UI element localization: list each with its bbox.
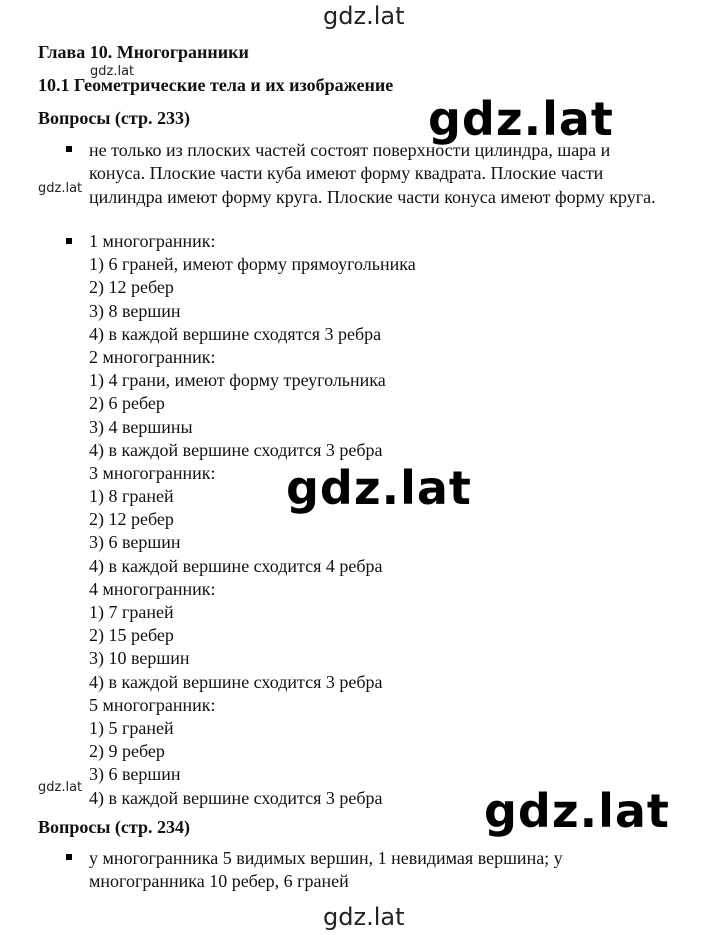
list-item: 1) 4 грани, имеют форму треугольника (89, 370, 386, 391)
section-heading-233: Вопросы (стр. 233) (38, 108, 190, 128)
watermark-bottom: gdz.lat (323, 903, 405, 931)
list-item: 5 многогранник: (89, 694, 216, 715)
answer-list-233-2 (89, 230, 416, 810)
bullet-marker (66, 854, 72, 860)
list-item: 3 многогранник: (89, 462, 216, 483)
list-item: 2) 6 ребер (89, 393, 165, 414)
chapter-title: Глава 10. Многогранники (38, 42, 249, 62)
answer-text-234-1: у многогранника 5 видимых вершин, 1 невидимая вершина; у многогранника 10 ребер, 6 граней (89, 848, 563, 892)
list-item: 4 многогранник: (89, 578, 216, 599)
list-item: 1) 7 граней (89, 602, 174, 622)
list-item: 2 многогранник: (89, 346, 216, 367)
section-heading-234: Вопросы (стр. 234) (38, 817, 190, 837)
list-item: 3) 8 вершин (89, 300, 181, 321)
list-item: 1 многогранник: (89, 231, 216, 251)
watermark-top: gdz.lat (323, 2, 405, 30)
list-item: 4) в каждой вершине сходится 3 ребра (89, 787, 383, 808)
answer-text-233-1: не только из плоских частей состоят поверхности цилиндра, шара и конуса. Плоские части куба имеют форму квадрата. Плоские части цилиндра имеют форму круга. Плоские части конуса имеют форму круга. (89, 140, 656, 207)
list-item: 4) в каждой вершине сходится 4 ребра (89, 555, 383, 576)
list-item: 3) 4 вершины (89, 416, 193, 437)
watermark-small-1: gdz.lat (90, 64, 135, 79)
bullet-marker (66, 146, 72, 152)
section-title: 10.1 Геометрические тела и их изображение (38, 75, 394, 95)
list-item: 4) в каждой вершине сходится 3 ребра (89, 671, 383, 692)
list-item: 4) в каждой вершине сходятся 3 ребра (89, 323, 382, 344)
list-item: 1) 8 граней (89, 486, 174, 507)
watermark-small-2: gdz.lat (38, 181, 83, 196)
list-item: 2) 12 ребер (89, 277, 174, 298)
list-item: 3) 6 вершин (89, 532, 181, 553)
list-item: 3) 10 вершин (89, 648, 190, 669)
list-item: 4) в каждой вершине сходится 3 ребра (89, 439, 383, 460)
bullet-marker (66, 238, 72, 244)
list-item: 2) 15 ребер (89, 625, 174, 646)
list-item: 2) 12 ребер (89, 509, 174, 530)
list-item: 2) 9 ребер (89, 741, 165, 762)
watermark-small-3: gdz.lat (38, 780, 83, 795)
watermark-big-1: gdz.lat (428, 92, 614, 146)
watermark-big-2: gdz.lat (286, 461, 472, 515)
list-item: 1) 5 граней (89, 717, 174, 738)
watermark-big-3: gdz.lat (484, 784, 670, 838)
list-item: 1) 6 граней, имеют форму прямоугольника (89, 254, 416, 275)
list-item: 3) 6 вершин (89, 764, 181, 785)
